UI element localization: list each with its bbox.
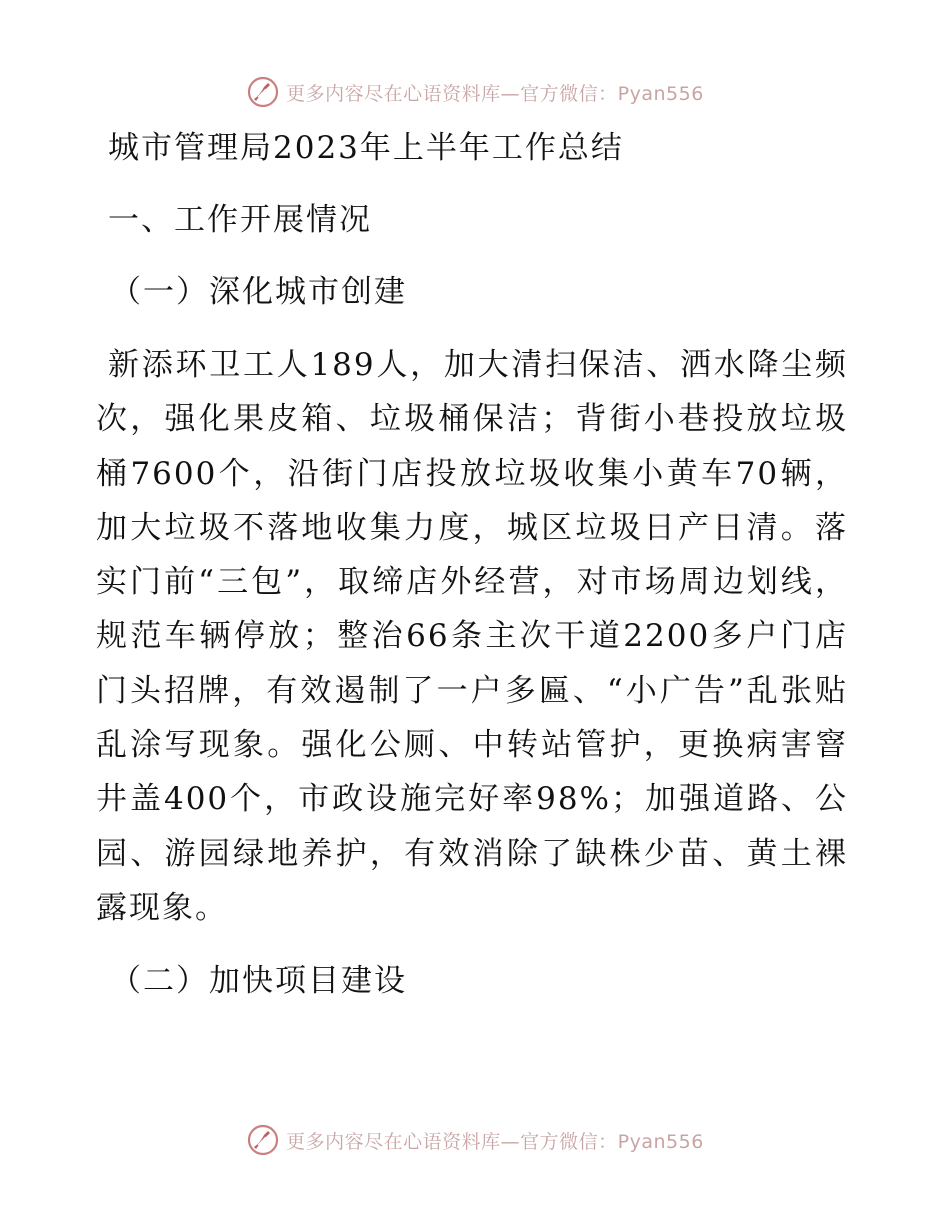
watermark-header xyxy=(0,72,950,112)
document-body xyxy=(96,124,856,1005)
watermark-footer xyxy=(0,1120,950,1160)
watermark-text: 更多内容尽在心语资料库—官方微信：Pyan556 xyxy=(286,82,704,105)
section-heading-1: 一、工作开展情况 xyxy=(108,202,372,238)
subsection-1-paragraph: 新添环卫工人189人，加大清扫保洁、洒水降尘频次，强化果皮箱、垃圾桶保洁；背街小巷投放垃圾桶7600个，沿街门店投放垃圾收集小黄车70辆，加大垃圾不落地收集力度，城区垃圾日产日清。落实门前“三包”，取缔店外经营，对市场周边划线，规范车辆停放；整治66条主次干道2200多户门店门头招牌，有效遏制了一户多匾、“小广告”乱张贴乱涂写现象。强化公厕、中转站管护，更换病害窨井盖400个，市政设施完好率98%；加强道路、公园、游园绿地养护，有效消除了缺株少苗、黄土裸露现象。 xyxy=(96,347,848,926)
watermark-text: 更多内容尽在心语资料库—官方微信：Pyan556 xyxy=(286,1130,704,1153)
document-title: 城市管理局2023年上半年工作总结 xyxy=(108,130,624,166)
subsection-heading-1: （一）深化城市创建 xyxy=(110,274,407,310)
pen-logo-icon xyxy=(246,1123,280,1157)
pen-logo-icon xyxy=(246,75,280,109)
subsection-heading-2: （二）加快项目建设 xyxy=(110,963,407,1000)
